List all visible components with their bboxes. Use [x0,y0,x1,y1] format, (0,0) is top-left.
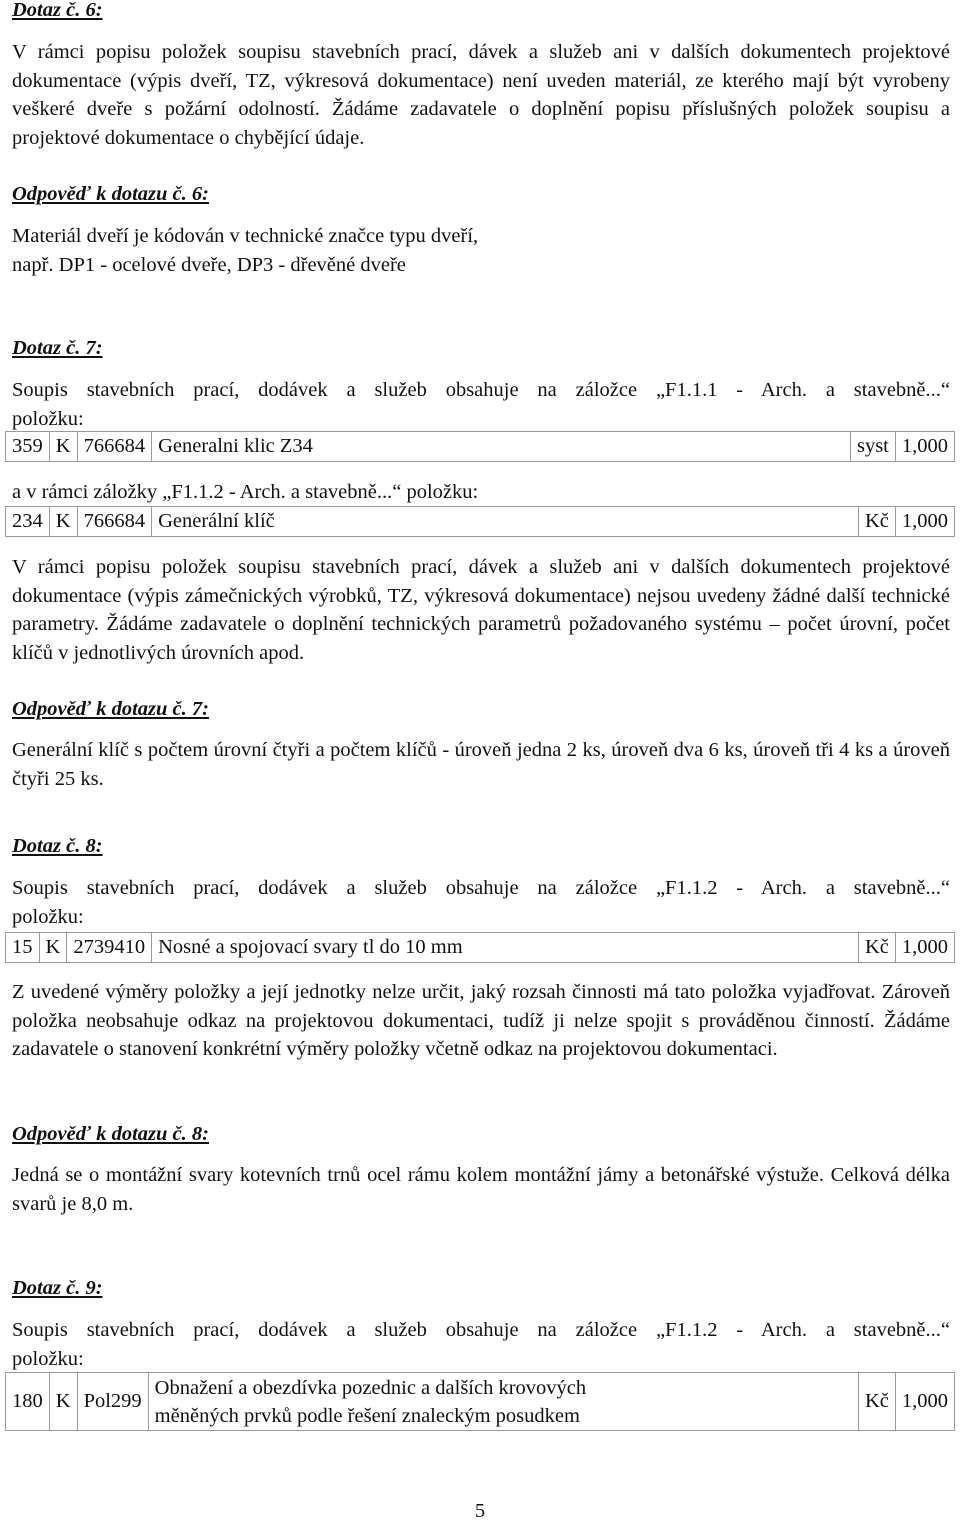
question-7-title [12,334,950,363]
cell-number: 359 [6,432,50,462]
cell-code: 766684 [77,432,152,462]
cell-unit: syst [850,432,895,462]
cell-description: Generalni klic Z34 [152,432,851,462]
heading: Odpověď k dotazu č. 7: [12,698,209,720]
cell-description: Nosné a spojovací svary tl do 10 mm [152,933,859,963]
question-6-title [12,0,950,25]
cell-number: 180 [6,1373,50,1431]
table-row [6,507,955,537]
page-number: 5 [474,1500,486,1522]
cell-quantity: 1,000 [895,933,954,963]
cell-unit: Kč [858,933,895,963]
question-6-text: V rámci popisu položek soupisu stavebních prací, dávek a služeb ani v dalších dokumentech projektové dokumentace (výpis dveří, TZ, výkresová dokumentace) není uveden materiál, ze kterého mají být vyrobeny veškeré dveře s požární odolností. Žádáme zadavatele o doplnění popisu příslušných položek soupisu a projektové dokumentace o chybějící údaje. [12,41,950,149]
cell-type: K [49,432,77,462]
cell-description: Generální klíč [152,507,859,537]
question-7-intro: Soupis stavebních prací, dodávek a služeb obsahuje na záložce „F1.1.1 - Arch. a stavebně...“ položku: [12,379,950,430]
question-9-title [12,1274,950,1303]
answer-8-text: Jedná se o montážní svary kotevních trnů ocel rámu kolem montážní jámy a betonářské výstuže. Celková délka svarů je 8,0 m. [12,1164,950,1215]
table-row [6,933,955,963]
answer-line: např. DP1 - ocelové dveře, DP3 - dřevěné dveře [12,253,406,276]
heading: Odpověď k dotazu č. 6: [12,183,209,205]
cell-description: Obnažení a obezdívka pozednic a dalších krovových měněných prvků podle řešení znaleckým posudkem [148,1373,858,1431]
question-8-text: Z uvedené výměry položky a její jednotky nelze určit, jaký rozsah činnosti má tato položka vyjadřovat. Zároveň položka neobsahuje odkaz na projektovou dokumentaci, tudíž ji nelze spojit s prováděnou činností. Žádáme zadavatele o stanovení konkrétní výměry položky včetně odkaz na projektovou dokumentaci. [12,981,950,1060]
question-8-intro: Soupis stavebních prací, dodávek a služeb obsahuje na záložce „F1.1.2 - Arch. a stavebně...“ položku: [12,877,950,928]
question-8-title [12,832,950,861]
question-7-text: V rámci popisu položek soupisu stavebních prací, dávek a služeb ani v dalších dokumentech projektové dokumentace (výpis zámečnických výrobků, TZ, výkresová dokumentace) nejsou uvedeny žádné další technické parametry. Žádáme zadavatele o doplnění technických parametrů požadovaného systému – počet úrovní, počet klíčů v jednotlivých úrovních apod. [12,556,950,664]
cell-type: K [39,933,67,963]
question-9-intro: Soupis stavebních prací, dodávek a služeb obsahuje na záložce „F1.1.2 - Arch. a stavebně...“ položku: [12,1319,950,1370]
heading: Dotaz č. 9: [12,1277,103,1299]
cell-unit: Kč [858,507,895,537]
answer-line: Materiál dveří je kódován v technické značce typu dveří, [12,225,479,247]
answer-7-title [12,695,950,724]
question-7-mid: a v rámci záložky „F1.1.2 - Arch. a stavebně...“ položku: [12,481,479,503]
answer-6-title [12,180,950,209]
cell-number: 234 [6,507,50,537]
table-row [6,432,955,462]
answer-8-title [12,1120,950,1149]
table-row [6,1373,955,1431]
item-table-359 [5,431,955,462]
cell-quantity: 1,000 [895,1373,954,1431]
cell-code: 766684 [77,507,152,537]
cell-type: K [49,507,77,537]
answer-6-text [12,222,950,279]
item-table-180 [5,1372,955,1431]
heading: Dotaz č. 6: [12,0,103,21]
cell-type: K [49,1373,77,1431]
heading: Dotaz č. 7: [12,337,103,359]
cell-code: Pol299 [77,1373,148,1431]
cell-number: 15 [6,933,40,963]
cell-quantity: 1,000 [895,432,954,462]
heading: Odpověď k dotazu č. 8: [12,1123,209,1145]
item-table-234 [5,506,955,537]
cell-unit: Kč [858,1373,895,1431]
cell-code: 2739410 [67,933,152,963]
answer-7-text: Generální klíč s počtem úrovní čtyři a počtem klíčů - úroveň jedna 2 ks, úroveň dva 6 ks, úroveň tři 4 ks a úroveň čtyři 25 ks. [12,739,950,790]
cell-quantity: 1,000 [895,507,954,537]
heading: Dotaz č. 8: [12,835,103,857]
item-table-15 [5,932,955,963]
